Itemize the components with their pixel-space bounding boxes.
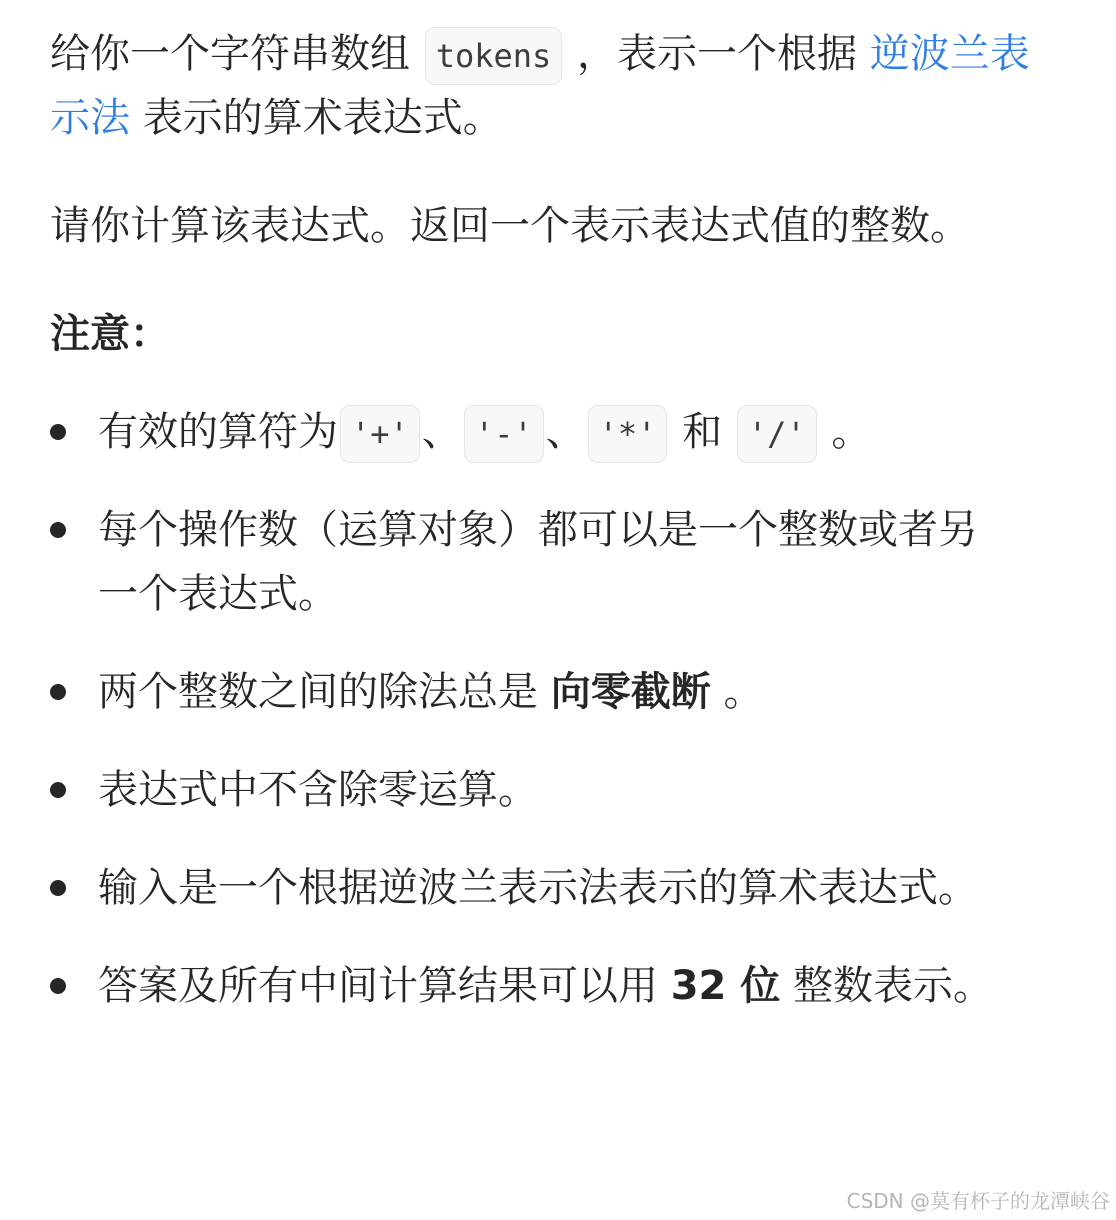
- operators-text: 有效的算符为: [98, 409, 338, 455]
- and-text: 和: [682, 409, 723, 455]
- list-item-operands: 每个操作数（运算对象）都可以是一个整数或者另一个表达式。: [50, 498, 998, 626]
- rpn-link[interactable]: 逆波兰表示法: [50, 31, 1030, 141]
- list-item-32bit: [50, 954, 998, 1018]
- bits-text: 答案及所有中间计算结果可以用: [98, 963, 658, 1009]
- multiply-code: '*': [588, 405, 668, 463]
- bits-bold: 32 位: [670, 963, 781, 1009]
- list-item-no-zero-division: 表达式中不含除零运算。: [50, 758, 998, 822]
- operators-end: 。: [831, 409, 872, 455]
- tokens-code: tokens: [425, 27, 563, 85]
- problem-description: [50, 22, 1060, 1052]
- separator-2: 、: [545, 409, 586, 455]
- divide-code: '/': [737, 405, 817, 463]
- intro-text-2: ，表示一个根据: [577, 31, 858, 77]
- notes-list: [50, 400, 1060, 1018]
- csdn-watermark: CSDN @莫有杯子的龙潭峡谷: [846, 1189, 1110, 1213]
- list-item-operators: [50, 400, 998, 464]
- note-title: 注意：: [50, 311, 170, 357]
- list-item-input: 输入是一个根据逆波兰表示法表示的算术表达式。: [50, 856, 998, 920]
- division-end: 。: [723, 669, 764, 715]
- intro-text-1: 给你一个字符串数组: [50, 31, 410, 77]
- intro-text-3: 表示的算术表达式。: [142, 95, 503, 141]
- minus-code: '-': [464, 405, 544, 463]
- separator-1: 、: [421, 409, 462, 455]
- truncate-bold: 向零截断: [550, 669, 711, 715]
- task-paragraph: 请你计算该表达式。返回一个表示表达式值的整数。: [50, 203, 970, 249]
- bits-end: 整数表示。: [793, 963, 994, 1009]
- list-item-division: [50, 660, 998, 724]
- intro-paragraph: [50, 22, 1060, 150]
- plus-code: '+': [340, 405, 420, 463]
- division-text: 两个整数之间的除法总是: [98, 669, 538, 715]
